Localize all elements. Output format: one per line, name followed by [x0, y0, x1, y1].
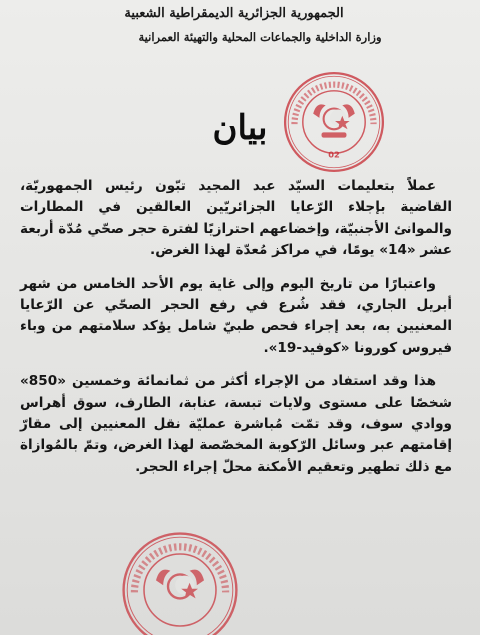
- header-ministry: وزارة الداخلية والجماعات المحلية والتهيئة العمرانية: [138, 30, 382, 44]
- official-stamp-bottom: [120, 530, 240, 635]
- emblem-icon: [156, 570, 204, 599]
- stamp-number: 02: [328, 149, 340, 160]
- paragraph-1: عملاً بتعليمات السيّد عبد المجيد تبّون رئيس الجمهوريّة، القاضية بإجلاء الرّعايا الجزائريّين العالقين في المطارات والموانئ الأجنبيّة، وإخضاعهم احترازيًا لفترة حجر صحّي مُدّة أربعة عشر «14» يومًا، في مراكز مُعدّة لهذا الغرض.: [20, 178, 452, 259]
- header-republic: الجمهورية الجزائرية الديمقراطية الشعبية: [124, 6, 344, 21]
- paragraph-3: هذا وقد استفاد من الإجراء أكثر من ثمانمائة وخمسين «850» شخصًا على مستوى ولايات تبسة، عنابة، الطارف، سوق أهراس ووادي سوف، وقد تمّت مُباشرة عمليّة نقل المعنيين إلى مقارّ إقامتهم عبر وسائل الرّكوبة المخصّصة لهذا الغرض، وتمّ بالمُوازاة مع ذلك تطهير وتعقيم الأمكنة محلّ إجراء الحجر.: [20, 373, 452, 475]
- document-title: بيان: [212, 108, 268, 148]
- statement-body: [20, 176, 452, 490]
- paragraph-2: واعتبارًا من تاريخ اليوم وإلى غاية يوم الأحد الخامس من شهر أبريل الجاري، فقد شُرع في رفع الحجر الصحّي عن الرّعايا المعنيين به، بعد إجراء فحص طبيّ شامل يؤكد سلامتهم من وباء فيروس كورونا «كوفيد-19».: [20, 275, 452, 356]
